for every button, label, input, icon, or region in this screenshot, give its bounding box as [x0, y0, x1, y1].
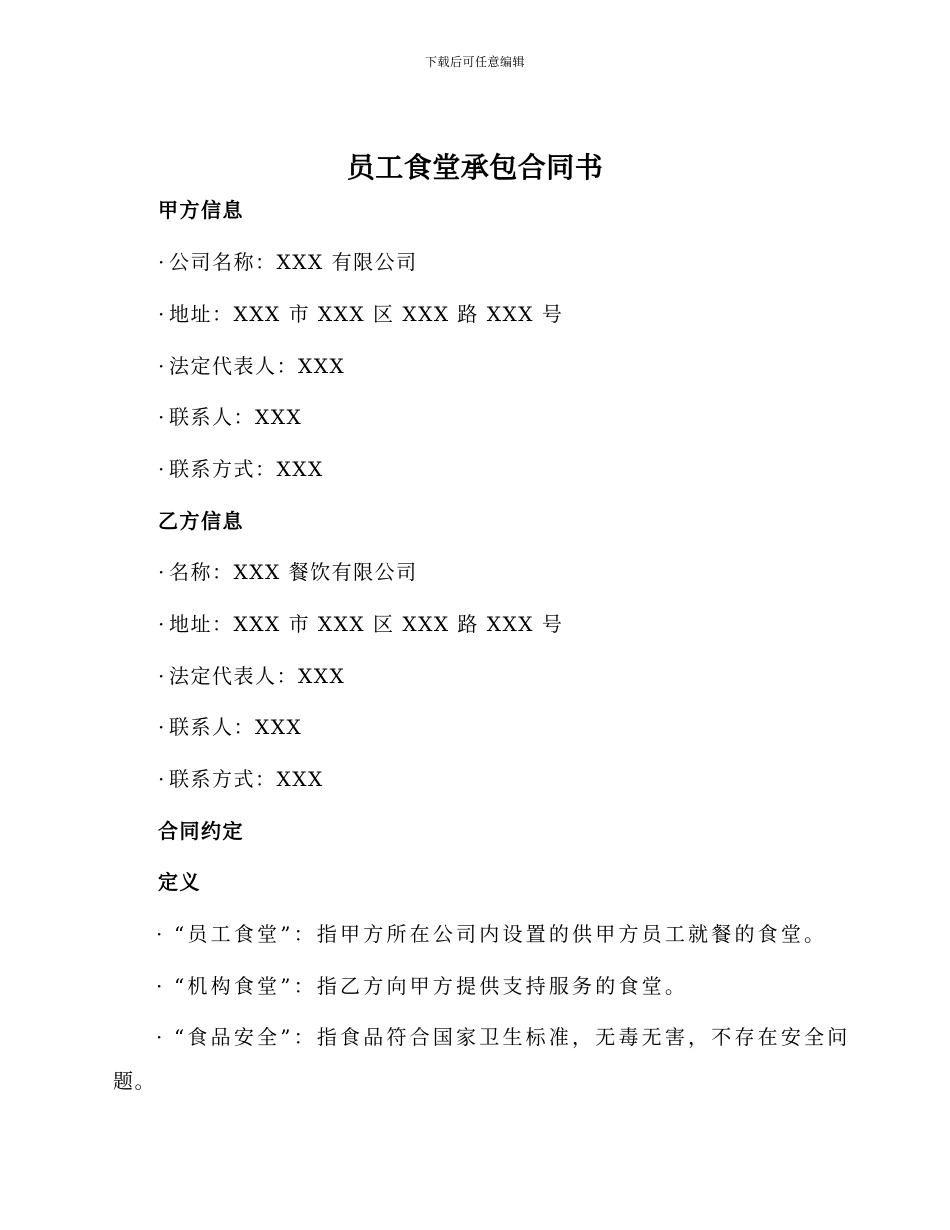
definition-text: “机构食堂”：指乙方向甲方提供支持服务的食堂。 — [174, 974, 689, 998]
bullet-icon: · — [158, 457, 166, 481]
definition-food-safety — [156, 1023, 850, 1051]
bullet-icon: · — [158, 354, 166, 378]
party-b-contact-info — [158, 765, 324, 793]
list-item-text: 联系人：XXX — [169, 715, 303, 739]
party-a-heading: 甲方信息 — [158, 198, 244, 222]
definition-text: “员工食堂”：指甲方所在公司内设置的供甲方员工就餐的食堂。 — [174, 922, 828, 946]
bullet-icon: · — [158, 302, 166, 326]
party-b-heading: 乙方信息 — [158, 509, 244, 533]
bullet-icon: · — [158, 612, 166, 636]
party-a-contact-person — [158, 403, 302, 431]
definition-staff-canteen — [156, 920, 827, 948]
bullet-icon: · — [158, 767, 166, 791]
list-item-text: 公司名称：XXX 有限公司 — [169, 250, 418, 274]
definition-institution-canteen — [156, 972, 688, 1000]
party-a-address — [158, 300, 563, 328]
list-item-text: 法定代表人：XXX — [169, 664, 346, 688]
list-item-text: 联系方式：XXX — [169, 457, 324, 481]
bullet-icon: · — [158, 405, 166, 429]
definitions-heading: 定义 — [158, 870, 201, 894]
party-b-contact-person — [158, 713, 302, 741]
list-item-text: 地址：XXX 市 XXX 区 XXX 路 XXX 号 — [169, 612, 564, 636]
bullet-icon: · — [158, 715, 166, 739]
bullet-icon: · — [156, 974, 166, 998]
party-b-legal-representative — [158, 662, 345, 690]
document-title: 员工食堂承包合同书 — [346, 151, 604, 184]
party-b-name — [158, 558, 418, 586]
list-item-text: 联系人：XXX — [169, 405, 303, 429]
definition-food-safety-continuation: 题。 — [113, 1069, 156, 1093]
party-a-contact-info — [158, 455, 324, 483]
bullet-icon: · — [156, 1025, 166, 1049]
bullet-icon: · — [158, 664, 166, 688]
list-item-text: 联系方式：XXX — [169, 767, 324, 791]
list-item-text: 法定代表人：XXX — [169, 354, 346, 378]
page-header-note: 下载后可任意编辑 — [424, 55, 525, 69]
bullet-icon: · — [158, 560, 166, 584]
party-a-legal-representative — [158, 352, 345, 380]
party-b-address — [158, 610, 563, 638]
list-item-text: 地址：XXX 市 XXX 区 XXX 路 XXX 号 — [169, 302, 564, 326]
bullet-icon: · — [158, 250, 166, 274]
bullet-icon: · — [156, 922, 166, 946]
definition-text: “食品安全”：指食品符合国家卫生标准，无毒无害，不存在安全问 — [174, 1025, 851, 1049]
party-a-company-name — [158, 248, 418, 276]
list-item-text: 名称：XXX 餐饮有限公司 — [169, 560, 418, 584]
agreement-heading: 合同约定 — [158, 819, 244, 843]
